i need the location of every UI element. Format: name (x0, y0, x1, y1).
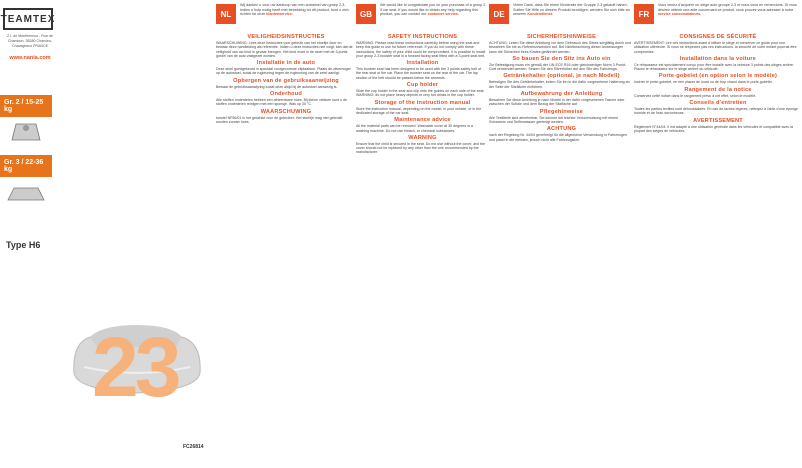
section-text: Deze stoel goedgekeurd in speciaal voorgevormde zitplaatsen. Plaats de zitverhoger op de autostoel, zodat de rugleuning tegen de rugleuning van de zetel aanligt. (216, 67, 351, 76)
section-text: Zur Befestigung muss ein gemäß der UN-ECE R16 oder gleichwertiger Norm 3-Punkt-Gurt verwendet werden. Setzen Sie den Sitzerhöher auf den Sitz des Fahrzeugs. (489, 62, 627, 72)
section-text: Ce réhausseur est spécialement conçu pour être installé avec la ceinture 3 points des sièges arrière. Placez le réhausseur sur le siège arrière du véhicule. (634, 62, 795, 72)
booster-cushion-icon (2, 178, 50, 208)
section-text: Slide the cup holder in the seat and clip onto the guides on each side of the seat. WARNING: do not place heavy objects or very hot drinks in the cup holder. (356, 89, 485, 98)
section-text: WAARSCHUWING: Lees deze instructies voor gebruik van het stoeltje door en bewaar deze handleiding als referentie. Indien u deze instructies niet volgt, kan dat de veiligheid van uw kind in gevaar brengen. Het kind moet in de stoel met de 3-punts gordel van de auto vastgezet worden. (216, 41, 353, 58)
section-title: Onderhoud (270, 91, 302, 98)
section-text: Store the instruction manual, depending on the model, in your vehicle, or in the dedicated storage of the car seat. (356, 106, 482, 115)
section-title: ACHTUNG (546, 126, 577, 133)
section-title: Rangement de la notice (684, 86, 752, 93)
section-text: Bewaar de gebruiksaanwijzing zodat deze altijd bij de autostoel aanwezig is. (216, 84, 338, 89)
booster-seat-icon (2, 118, 50, 148)
brand-website[interactable]: www.nania.com (9, 55, 51, 61)
section-title: Opbergen van de gebruiksaanwijzing (233, 77, 339, 84)
section-text: Insérer le porte-gobelet, ne rien placer de lourd ou de trop chaud dans le porte-gobelet. (634, 80, 773, 85)
section-title: AVERTISSEMENT (693, 117, 743, 124)
lang-badge-fr: FR (634, 4, 654, 24)
lang-header-de (489, 0, 634, 32)
section-text: Alle stoffen onderdelen hebben een afneembare hoes. Bij kleine vlekken kunt u de stoffen onderdelen reinigen met een sponsje. Was op 30 °C. (216, 98, 347, 107)
section-title: Installation dans la voiture (679, 55, 757, 62)
brand-logo: TEAMTEX (3, 8, 53, 30)
section-text: Befestigen Sie den Getränkehalter, indem Sie ihn in die dafür vorgesehene Halterung an der Seite der Sitzfläche einführen. (489, 80, 630, 89)
section-title: CONSIGNES DE SÉCURITÉ (679, 34, 757, 40)
cover-sidebar (0, 0, 60, 468)
section-text: Conservez cette notice dans le rangement prévu à cet effet, selon le modèle. (634, 93, 757, 98)
section-title: WARNING (408, 134, 437, 141)
section-title: Storage of the instruction manual (374, 99, 471, 106)
product-type: Type H6 (6, 240, 41, 250)
section-title: Porte-gobelet (en option selon le modèle) (658, 73, 778, 80)
intro-de: Vielen Dank, dass Sie einen Kindersitz der Gruppe 2-3 gekauft haben. Sollten Sie Hilfe zu diesem Produkt benötigen, wenden Sie sich bitte an unseren Kundendienst. (513, 3, 630, 17)
section-text: Ensure that the child is secured in the seat. Do not use without the cover, and the cover should not be replaced by any other than the one recommended by the manufacturer. (356, 141, 486, 155)
intro-link-nl[interactable]: klantenservice. (266, 12, 293, 17)
group-badge-2: Gr. 2 / 15-25 kg (0, 95, 52, 117)
section-title: Conseils d'entretien (689, 100, 747, 107)
section-title: SICHERHEITSHINWEISE (526, 34, 597, 40)
product-number: 23 (92, 320, 178, 414)
product-code: FC26814 (183, 444, 204, 450)
section-title: SAFETY INSTRUCTIONS (387, 34, 458, 40)
section-title: Maintenance advice (394, 117, 451, 124)
section-title: WAARSCHUWING (260, 108, 312, 115)
section-title: Pflegehinweise (539, 108, 584, 115)
lang-badge-de: DE (489, 4, 509, 24)
section-title: Aufbewahrung der Anleitung (520, 91, 603, 98)
intro-gb: We would like to congratulate you on your purchase of a group 2-3 car seat. If you would like to obtain any help regarding this product, you can contact our customer service. (380, 3, 487, 17)
lang-badge-gb: GB (356, 4, 376, 24)
section-text: ACHTUNG: Lesen Sie diese Anleitung vor dem Gebrauch des Sitzes sorgfältig durch und bewahren Sie sie zu Referenzzwecken auf. Bei Nichtbeachtung dieser Anweisungen kann die Sicherheit Ihres Kindes gefährdet werden. (489, 41, 632, 54)
intro-fr: Vous venez d'acquérir un siège auto groupe 2-3 et nous vous en remercions. Si vous désirez obtenir une aide concernant ce produit, vous pouvez vous adresser à notre service consommateurs. (658, 3, 797, 17)
lang-header-fr (634, 0, 802, 32)
lang-header-nl (216, 0, 356, 32)
section-text: Alle Textilteile sind abnehmbar. Sie können bei leichter Verschmutzung mit einem Schwamm und Seifenwasser gereinigt werden. (489, 115, 618, 124)
section-text: toestel NF56/01 is het geschikt voor de gebruiker. Het stoeltje mag niet gebruikt worden zonder hoes. (216, 115, 343, 124)
section-title: Installation (406, 60, 439, 67)
brand-address: Z.I. de Monthermoz - Rue de Chambon, 38280 Charvieu-Chavagneux FRANCE (7, 34, 53, 48)
section-text: nach der Regelung Nr. 44/04 genehmigt für die allgemeine Verwendung in Fahrzeugen und passt in die meisten, jedoch nicht alle Fahrzeugsitze. (489, 133, 628, 142)
section-title: So bauen Sie den Sitz ins Auto ein (512, 55, 611, 62)
column-gb (356, 0, 489, 468)
section-title: Getränkehalter (optional, je nach Modell) (503, 73, 620, 80)
group-badge-3: Gr. 3 / 22-36 kg (0, 155, 52, 177)
section-text: Règlement N°44/04. Il est adapté à une utilisation générale dans les véhicules et compatible avec la plupart des sièges de véhicules. (634, 124, 794, 133)
lang-header-gb (356, 0, 489, 32)
intro-nl: Wij danken u voor uw aankoop van een autostoel van groep 2-3. Indien u hulp nodig heeft met betrekking tot dit product, kunt u zich richten tot onze klantenservice. (240, 3, 349, 17)
column-fr (634, 0, 802, 468)
section-text: All the material parts can be removed. Washable cover at 30 degrees in a washing machine. Do not use bleach, or chemical substances. (356, 124, 473, 133)
intro-link-de[interactable]: Kundendienst. (527, 12, 553, 17)
section-text: This booster seat has been designed to be used with the 3 points safety belt of the rear seat of the car. Place the booster seat on the rear of the car. The lap section of the belt should be passed below the armrests. (356, 67, 482, 80)
intro-link-fr[interactable]: service consommateurs. (658, 12, 702, 17)
section-title: VEILIGHEIDSINSTRUCTIES (247, 34, 325, 40)
section-text: AVERTISSEMENT: Lire ces instructions avant d'utiliser le siège et conserver ce guide pour une utilisation ultérieure. Si vous ne respectez pas ces instructions, la sécurité de votre enfant pourrait être compromise. (634, 41, 797, 54)
section-text: Toutes les parties textiles sont déhoussables. En cas de taches légères, nettoyez à l'aide d'une éponge humide et de l'eau savonneuse. (634, 107, 798, 116)
section-title: Cup holder (406, 82, 439, 89)
section-text: Bewahren Sie diese Anleitung je nach Modell in der dafür vorgesehenen Tasche oder zwischen der Schale und dem Bezug der Sitzfläche auf. (489, 98, 625, 107)
section-title: Installatie in de auto (256, 60, 316, 67)
intro-link-gb[interactable]: customer service. (427, 12, 459, 17)
column-nl (216, 0, 356, 468)
lang-badge-nl: NL (216, 4, 236, 24)
column-de (489, 0, 634, 468)
section-text: WARNING: Please read these instructions carefully before using the seat and keep this guide to use for future reference. If you do not comply with these instructions, the safety of your child could be compromised. It is possible to install your group 2-3 booster seat in a forward facing seat fitted with a 3-point seat belt. (356, 41, 486, 58)
